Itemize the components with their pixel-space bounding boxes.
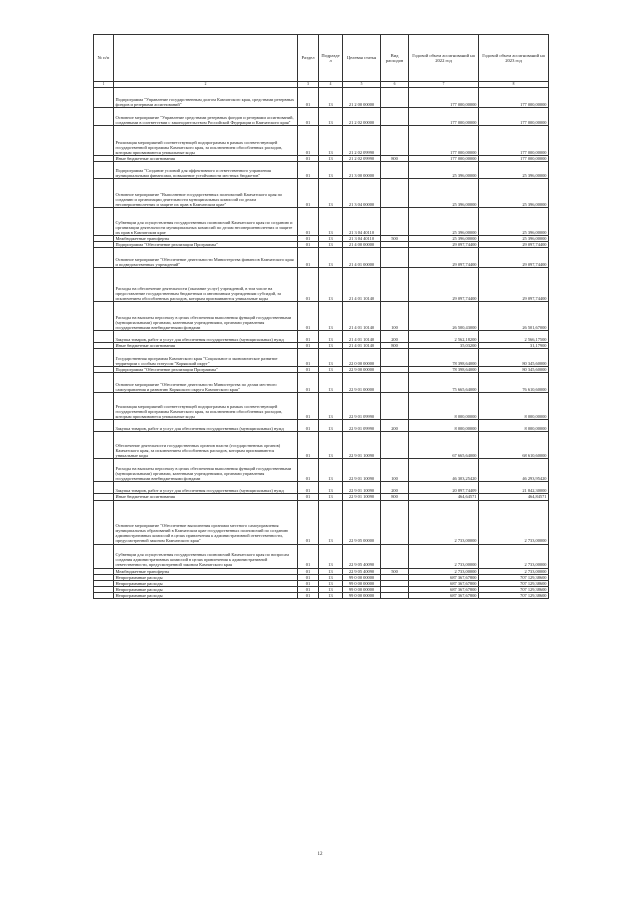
row-subsection: 13	[319, 420, 343, 432]
row-subsection: 13	[319, 248, 343, 268]
row-expense-type	[381, 268, 409, 302]
row-target-item: 22 9 05 40090	[343, 544, 381, 568]
row-amount-2023: 46 293,95420	[479, 459, 549, 482]
row-subsection: 13	[319, 268, 343, 302]
row-amount-2023: 8 000,00000	[479, 420, 549, 432]
row-section: 01	[298, 242, 319, 248]
row-number	[94, 248, 114, 268]
row-name: Основное мероприятие "Управление средствами резервных фондов и резервами ассигнований, созданными в соответствии с законодательством Российской Федерации и Камчатского края"	[114, 108, 298, 126]
row-name: Реализация мероприятий соответствующей подпрограммы в рамках соответствующей государственной программы Камчатского края, за исключением обособленных расходов, которым присваиваются уникальные коды	[114, 393, 298, 420]
row-amount-2023: 177 000,00000	[479, 108, 549, 126]
row-section: 01	[298, 420, 319, 432]
row-section: 01	[298, 302, 319, 331]
row-subsection: 13	[319, 432, 343, 459]
row-target-item: 22 9 01 10090	[343, 459, 381, 482]
row-section: 01	[298, 432, 319, 459]
header-expense-type: Вид расходов	[381, 35, 409, 82]
header-number: № п/п	[94, 35, 114, 82]
col-number: 8	[479, 82, 549, 88]
row-amount-2023: 76 610,60000	[479, 373, 549, 393]
col-number: 5	[343, 82, 381, 88]
row-amount-2022: 177 000,00000	[409, 126, 479, 156]
row-target-item: 99 0 00 00000	[343, 592, 381, 598]
row-amount-2023: 29 097,74400	[479, 248, 549, 268]
page-number: 12	[317, 852, 323, 857]
col-number: 6	[381, 82, 409, 88]
row-name: Иные бюджетные ассигнования	[114, 343, 298, 349]
row-section: 01	[298, 156, 319, 162]
row-amount-2023: 68 610,60000	[479, 432, 549, 459]
row-subsection: 13	[319, 544, 343, 568]
row-expense-type: 200	[381, 420, 409, 432]
row-expense-type	[381, 349, 409, 367]
row-number	[94, 459, 114, 482]
row-target-item: 22 9 01 09990	[343, 393, 381, 420]
row-amount-2023: 707 129,38600	[479, 574, 549, 580]
row-subsection: 13	[319, 482, 343, 494]
row-name: Подпрограмма "Создание условий для эффективного и ответственного управления муниципальными финансами, повышение устойчивости местных бюджетов"	[114, 162, 298, 179]
row-subsection: 13	[319, 592, 343, 598]
table-row	[94, 420, 549, 432]
row-amount-2022: 29 097,74400	[409, 268, 479, 302]
row-target-item: 22 9 01 09990	[343, 420, 381, 432]
row-expense-type	[381, 432, 409, 459]
row-expense-type	[381, 179, 409, 208]
row-target-item: 21 3 00 00000	[343, 162, 381, 179]
row-subsection: 13	[319, 156, 343, 162]
row-expense-type: 100	[381, 459, 409, 482]
row-amount-2023: 2 566,17500	[479, 331, 549, 343]
row-expense-type	[381, 393, 409, 420]
row-name: Иные бюджетные ассигнования	[114, 156, 298, 162]
row-name: Расходы на обеспечение деятельности (оказание услуг) учреждений, в том числе на предоставление государственным бюджетным и автономным учреждениям субсидий, за исключением обособленных расходов, которым присваиваются уникальные коды	[114, 268, 298, 302]
row-name: Подпрограмма "Управление государственным долгом Камчатского края, средствами резервных фондов и резервами ассигнований"	[114, 88, 298, 108]
row-number	[94, 393, 114, 420]
row-number	[94, 420, 114, 432]
row-subsection: 13	[319, 373, 343, 393]
table-row	[94, 268, 549, 302]
row-expense-type: 200	[381, 482, 409, 494]
row-subsection: 13	[319, 367, 343, 373]
row-subsection: 13	[319, 88, 343, 108]
row-target-item: 21 2 00 00000	[343, 88, 381, 108]
row-target-item: 21 2 02 09990	[343, 156, 381, 162]
row-name: Подпрограмма "Обеспечение реализации Программы"	[114, 367, 298, 373]
row-subsection: 13	[319, 494, 343, 500]
row-number	[94, 88, 114, 108]
row-expense-type	[381, 108, 409, 126]
row-section: 01	[298, 586, 319, 592]
row-amount-2022: 25 396,00000	[409, 208, 479, 236]
row-name: Непрограммные расходы	[114, 592, 298, 598]
row-section: 01	[298, 343, 319, 349]
row-subsection: 13	[319, 179, 343, 208]
row-amount-2022: 8 000,00000	[409, 393, 479, 420]
row-subsection: 13	[319, 126, 343, 156]
row-amount-2022: 78 398,64000	[409, 367, 479, 373]
row-name: Непрограммные расходы	[114, 586, 298, 592]
row-section: 01	[298, 88, 319, 108]
row-number	[94, 126, 114, 156]
row-amount-2022: 29 097,74400	[409, 248, 479, 268]
header-target-item: Целевая статья	[343, 35, 381, 82]
row-amount-2023: 80 345,60000	[479, 367, 549, 373]
row-name: Непрограммные расходы	[114, 580, 298, 586]
row-number	[94, 349, 114, 367]
row-amount-2022: 67 665,64000	[409, 432, 479, 459]
col-number: 4	[319, 82, 343, 88]
row-name: Межбюджетные трансферты	[114, 568, 298, 574]
row-section: 01	[298, 268, 319, 302]
table-row	[94, 349, 549, 367]
row-name: Субвенции для осуществления государственных полномочий Камчатского края по вопросам создания административных комиссий в целях привлечения к административной ответственности, предусмотренной законом Камчатского края	[114, 544, 298, 568]
row-expense-type	[381, 208, 409, 236]
table-row	[94, 592, 549, 598]
row-expense-type	[381, 373, 409, 393]
row-amount-2023: 177 000,00000	[479, 156, 549, 162]
row-target-item: 21 2 02 00000	[343, 108, 381, 126]
row-target-item: 21 4 01 10140	[343, 331, 381, 343]
row-amount-2022: 46 303,25420	[409, 459, 479, 482]
row-amount-2022: 2 733,00000	[409, 544, 479, 568]
row-target-item: 22 9 01 10090	[343, 432, 381, 459]
row-name: Иные бюджетные ассигнования	[114, 494, 298, 500]
table-row	[94, 179, 549, 208]
row-subsection: 13	[319, 349, 343, 367]
row-section: 01	[298, 236, 319, 242]
row-expense-type	[381, 88, 409, 108]
row-target-item: 21 4 00 00000	[343, 242, 381, 248]
row-target-item: 21 4 01 10140	[343, 302, 381, 331]
row-subsection: 13	[319, 459, 343, 482]
row-number	[94, 373, 114, 393]
row-amount-2023: 25 396,00000	[479, 179, 549, 208]
col-number: 1	[94, 82, 114, 88]
row-subsection: 13	[319, 108, 343, 126]
row-amount-2023: 26 501,67000	[479, 302, 549, 331]
row-name: Основное мероприятие "Обеспечение деятельности Министерства финансов Камчатского края и подведомственных учреждений"	[114, 248, 298, 268]
row-target-item: 21 3 04 40110	[343, 236, 381, 242]
row-section: 01	[298, 482, 319, 494]
row-section: 01	[298, 162, 319, 179]
row-number	[94, 331, 114, 343]
row-amount-2022: 75 665,64000	[409, 373, 479, 393]
row-amount-2022: 177 000,00000	[409, 88, 479, 108]
row-subsection: 13	[319, 500, 343, 544]
row-amount-2023: 25 396,00000	[479, 208, 549, 236]
row-name: Закупка товаров, работ и услуг для обеспечения государственных (муниципальных) нужд	[114, 420, 298, 432]
row-target-item: 22 9 01 10090	[343, 482, 381, 494]
row-name: Основное мероприятие "Обеспечение выполнения органами местного самоуправления муниципальных образований в Камчатском крае государственных полномочий по созданию административных комиссий в целях привлечения к административной ответственности, предусмотренной законом Камчатского края"	[114, 500, 298, 544]
row-subsection: 13	[319, 568, 343, 574]
row-section: 01	[298, 208, 319, 236]
row-expense-type	[381, 126, 409, 156]
row-amount-2023: 25 396,00000	[479, 236, 549, 242]
row-target-item: 22 9 00 00000	[343, 367, 381, 373]
row-number	[94, 482, 114, 494]
row-name: Закупка товаров, работ и услуг для обеспечения государственных (муниципальных) нужд	[114, 482, 298, 494]
row-amount-2022: 78 398,64000	[409, 349, 479, 367]
row-expense-type: 800	[381, 156, 409, 162]
row-amount-2022: 2 562,18200	[409, 331, 479, 343]
row-amount-2023: 707 129,38600	[479, 586, 549, 592]
row-section: 01	[298, 574, 319, 580]
row-target-item: 99 0 00 00000	[343, 586, 381, 592]
row-subsection: 13	[319, 393, 343, 420]
row-section: 01	[298, 568, 319, 574]
row-amount-2022: 2 733,00000	[409, 568, 479, 574]
row-target-item: 99 0 00 00000	[343, 574, 381, 580]
col-number: 7	[409, 82, 479, 88]
row-expense-type: 500	[381, 236, 409, 242]
table-row	[94, 162, 549, 179]
row-name: Расходы на выплаты персоналу в целях обеспечения выполнения функций государственными (муниципальными) органами, казенными учреждениями, органами управления государственными внебюджетными фондами	[114, 302, 298, 331]
row-section: 01	[298, 367, 319, 373]
row-amount-2023: 2 733,00000	[479, 544, 549, 568]
header-section: Раздел	[298, 35, 319, 82]
row-amount-2023: 707 129,38600	[479, 580, 549, 586]
table-row	[94, 544, 549, 568]
row-number	[94, 108, 114, 126]
table-row	[94, 302, 549, 331]
row-expense-type: 100	[381, 302, 409, 331]
row-amount-2022: 35,03200	[409, 343, 479, 349]
table-row	[94, 108, 549, 126]
row-amount-2022: 687 367,67800	[409, 586, 479, 592]
row-amount-2023: 29 097,74400	[479, 268, 549, 302]
row-amount-2023: 177 000,00000	[479, 126, 549, 156]
row-amount-2023: 8 000,00000	[479, 393, 549, 420]
row-name: Непрограммные расходы	[114, 574, 298, 580]
table-row	[94, 500, 549, 544]
header-name	[114, 35, 298, 82]
row-name: Реализация мероприятий соответствующей подпрограммы в рамках соответствующей государственной программы Камчатского края, за исключением обособленных расходов, которым присваиваются уникальные коды	[114, 126, 298, 156]
row-number	[94, 544, 114, 568]
row-subsection: 13	[319, 242, 343, 248]
row-section: 01	[298, 373, 319, 393]
row-amount-2022: 29 097,74400	[409, 242, 479, 248]
table-row	[94, 208, 549, 236]
row-target-item: 21 3 04 00000	[343, 179, 381, 208]
row-section: 01	[298, 459, 319, 482]
row-name: Расходы на выплаты персоналу в целях обеспечения выполнения функций государственными (муниципальными) органами, казенными учреждениями, органами управления государственными внебюджетными фондами	[114, 459, 298, 482]
row-section: 01	[298, 248, 319, 268]
row-number	[94, 162, 114, 179]
row-target-item: 22 9 05 40090	[343, 568, 381, 574]
row-amount-2022: 177 000,00000	[409, 108, 479, 126]
row-target-item: 21 4 01 10140	[343, 268, 381, 302]
row-section: 01	[298, 179, 319, 208]
row-target-item: 21 4 01 00000	[343, 248, 381, 268]
row-subsection: 13	[319, 302, 343, 331]
row-section: 01	[298, 126, 319, 156]
row-target-item: 22 9 01 10090	[343, 494, 381, 500]
row-expense-type	[381, 162, 409, 179]
header-subsection: Подраздел	[319, 35, 343, 82]
row-amount-2023: 464,84571	[479, 494, 549, 500]
row-number	[94, 432, 114, 459]
row-section: 01	[298, 108, 319, 126]
header-amount-2023: Годовой объем ассигнований на 2023 год	[479, 35, 549, 82]
row-target-item: 22 9 01 00000	[343, 373, 381, 393]
row-name: Межбюджетные трансферты	[114, 236, 298, 242]
table-row	[94, 393, 549, 420]
row-number	[94, 268, 114, 302]
row-target-item: 21 3 04 40110	[343, 208, 381, 236]
row-number	[94, 302, 114, 331]
row-name: Основное мероприятие "Обеспечение деятельности Министерства по делам местного самоуправления и развитию Корякского округа Камчатского края"	[114, 373, 298, 393]
row-expense-type	[381, 500, 409, 544]
row-expense-type: 200	[381, 331, 409, 343]
row-name: Закупка товаров, работ и услуг для обеспечения государственных (муниципальных) нужд	[114, 331, 298, 343]
row-amount-2023: 177 000,00000	[479, 88, 549, 108]
row-amount-2022: 464,64571	[409, 494, 479, 500]
row-subsection: 13	[319, 343, 343, 349]
row-amount-2022: 177 000,00000	[409, 156, 479, 162]
row-target-item: 22 9 05 00000	[343, 500, 381, 544]
row-name: Обеспечение деятельности государственных органов власти (государственных органов) Камчатского края, за исключением обособленных расходов, которым присваиваются уникальные коды	[114, 432, 298, 459]
row-amount-2022: 8 000,00000	[409, 420, 479, 432]
row-amount-2022: 20 897,74409	[409, 482, 479, 494]
row-section: 01	[298, 500, 319, 544]
row-subsection: 13	[319, 162, 343, 179]
row-target-item: 22 0 00 00000	[343, 349, 381, 367]
row-number	[94, 592, 114, 598]
table-row	[94, 126, 549, 156]
row-section: 01	[298, 544, 319, 568]
row-amount-2022: 25 396,00000	[409, 179, 479, 208]
row-amount-2022: 25 396,00000	[409, 162, 479, 179]
row-amount-2023: 21 842,30000	[479, 482, 549, 494]
row-subsection: 13	[319, 586, 343, 592]
row-amount-2022: 2 733,00000	[409, 500, 479, 544]
row-expense-type: 800	[381, 343, 409, 349]
row-subsection: 13	[319, 236, 343, 242]
row-target-item: 21 4 01 10140	[343, 343, 381, 349]
row-section: 01	[298, 494, 319, 500]
row-name: Подпрограмма "Обеспечение реализации Программы"	[114, 242, 298, 248]
row-expense-type	[381, 592, 409, 598]
row-expense-type: 500	[381, 568, 409, 574]
row-name: Основное мероприятие "Выполнение государственных полномочий Камчатского края по созданию и организации деятельности муниципальных комиссий по делам несовершеннолетних и защите их прав в Камчатском крае"	[114, 179, 298, 208]
row-target-item: 99 0 00 00000	[343, 580, 381, 586]
table-row	[94, 248, 549, 268]
row-subsection: 13	[319, 208, 343, 236]
row-name: Государственная программа Камчатского края "Социальное и экономическое развитие территории с особым статусом "Корякский округ"	[114, 349, 298, 367]
row-amount-2023: 2 733,00000	[479, 500, 549, 544]
row-expense-type: 800	[381, 494, 409, 500]
row-amount-2023: 31,17900	[479, 343, 549, 349]
row-subsection: 13	[319, 574, 343, 580]
row-number	[94, 179, 114, 208]
row-amount-2023: 2 733,00000	[479, 568, 549, 574]
table-row	[94, 331, 549, 343]
header-amount-2022: Годовой объем ассигнований на 2022 год	[409, 35, 479, 82]
row-number	[94, 208, 114, 236]
table-row	[94, 432, 549, 459]
table-row	[94, 482, 549, 494]
table-row	[94, 88, 549, 108]
row-amount-2022: 25 396,00000	[409, 236, 479, 242]
table-row	[94, 459, 549, 482]
table-row	[94, 373, 549, 393]
row-amount-2022: 687 367,67800	[409, 574, 479, 580]
row-target-item: 21 2 02 09990	[343, 126, 381, 156]
col-number: 2	[114, 82, 298, 88]
budget-table	[93, 34, 549, 599]
row-amount-2022: 26 500,43000	[409, 302, 479, 331]
row-number	[94, 500, 114, 544]
row-amount-2023: 80 345,60000	[479, 349, 549, 367]
row-subsection: 13	[319, 331, 343, 343]
row-expense-type	[381, 544, 409, 568]
row-section: 01	[298, 592, 319, 598]
row-section: 01	[298, 393, 319, 420]
budget-table-page	[93, 34, 548, 599]
row-amount-2022: 687 367,67800	[409, 592, 479, 598]
row-name: Субвенции для осуществления государственных полномочий Камчатского края по созданию и организации деятельности муниципальных комиссий по делам несовершеннолетних и защите их прав в Камчатском крае	[114, 208, 298, 236]
row-subsection: 13	[319, 580, 343, 586]
row-amount-2023: 29 097,74400	[479, 242, 549, 248]
table-header-row	[94, 35, 549, 82]
row-amount-2022: 687 367,67800	[409, 580, 479, 586]
row-expense-type	[381, 248, 409, 268]
row-section: 01	[298, 349, 319, 367]
row-amount-2023: 25 396,00000	[479, 162, 549, 179]
row-section: 01	[298, 331, 319, 343]
row-amount-2023: 707 129,38600	[479, 592, 549, 598]
col-number: 3	[298, 82, 319, 88]
table-body	[94, 88, 549, 599]
row-section: 01	[298, 580, 319, 586]
